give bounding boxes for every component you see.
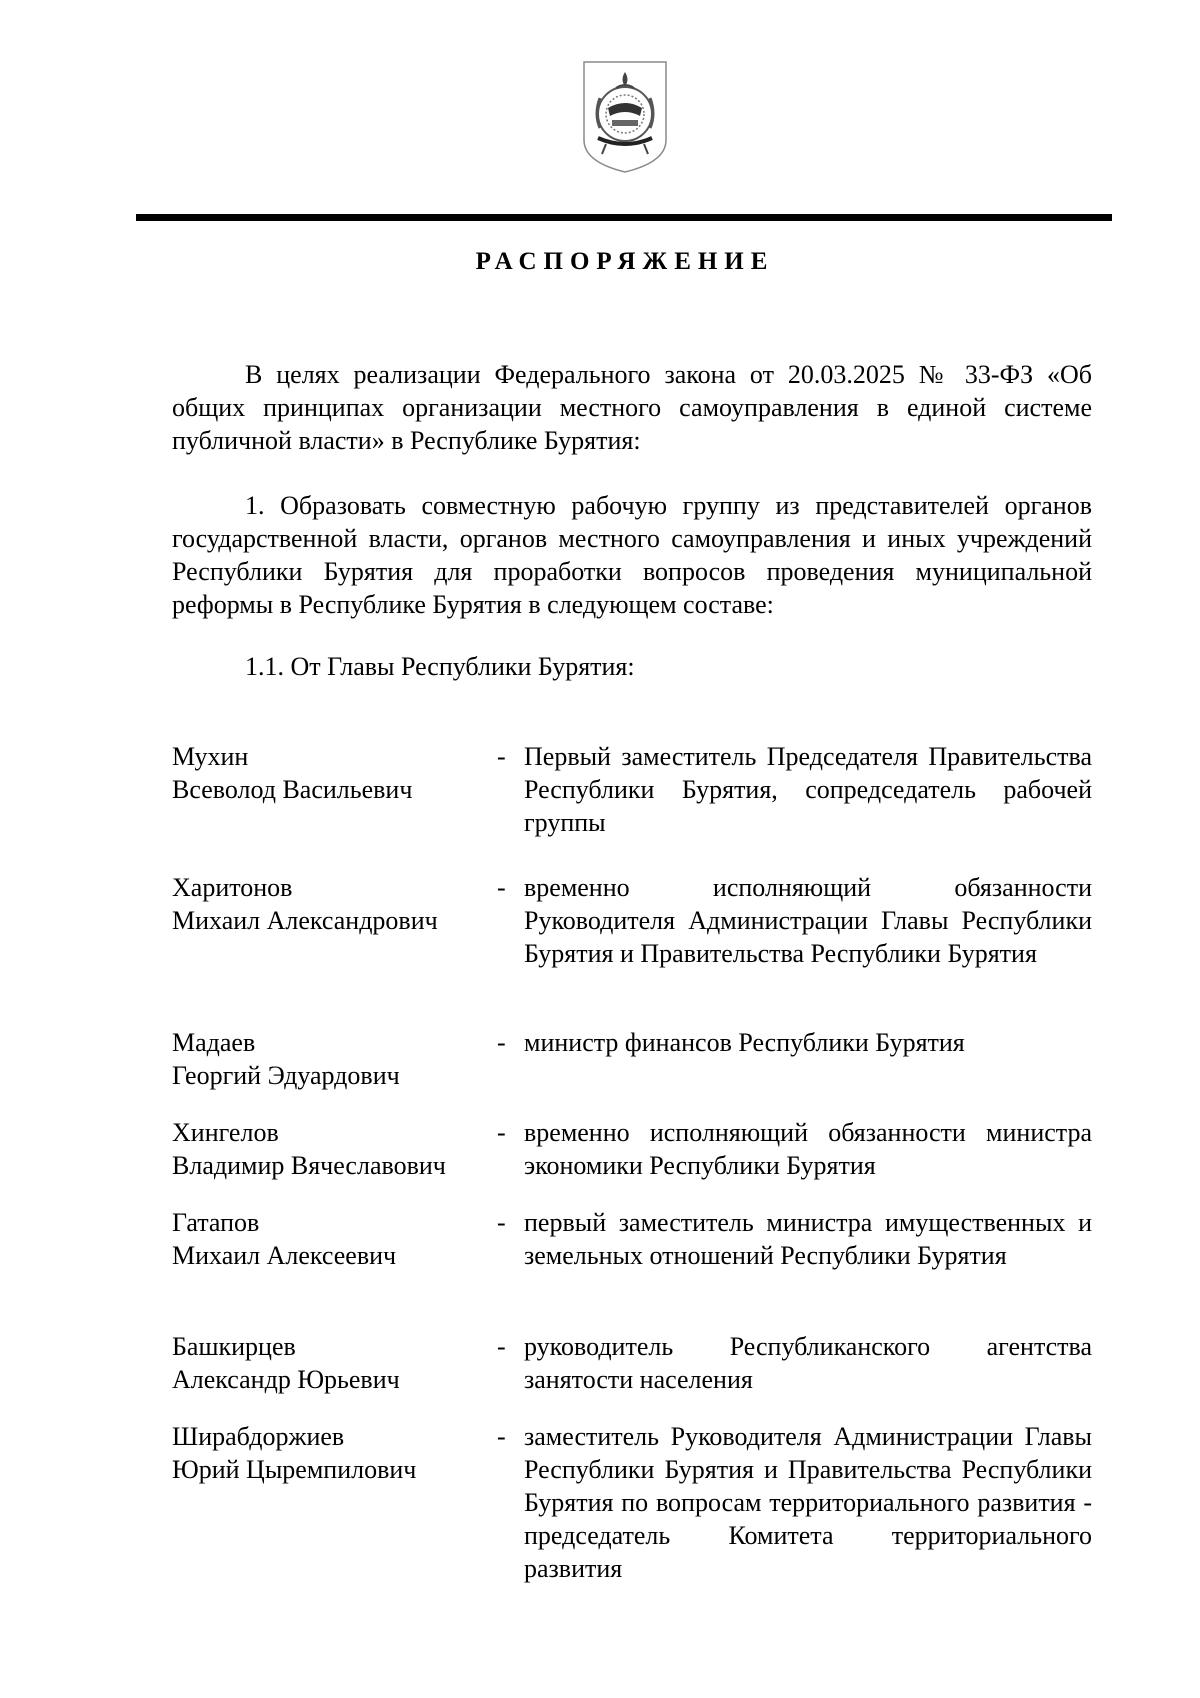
member-given-names: Георгий Эдуардович (172, 1061, 400, 1090)
member-name (172, 1330, 492, 1396)
member-surname: Хингелов (172, 1118, 279, 1147)
member-name (172, 1026, 492, 1092)
member-dash: - (497, 742, 506, 771)
member-name (172, 1206, 492, 1272)
member-name (172, 871, 492, 937)
member-given-names: Михаил Алексеевич (172, 1241, 397, 1270)
member-role: временно исполняющий обязанности Руководителя Администрации Главы Республики Бурятия и Правительства Республики Бурятия (524, 873, 1092, 968)
member-name (172, 740, 492, 806)
member-given-names: Александр Юрьевич (172, 1365, 400, 1394)
member-role: заместитель Руководителя Администрации Главы Республики Бурятия и Правительства Республики Бурятия по вопросам территориального развития - председатель Комитета территориального развития (524, 1422, 1092, 1583)
member-surname: Харитонов (172, 873, 293, 902)
member-surname: Башкирцев (172, 1332, 296, 1361)
member-given-names: Юрий Цыремпилович (172, 1455, 417, 1484)
member-role: временно исполняющий обязанности министра экономики Республики Бурятия (524, 1118, 1092, 1180)
coat-of-arms-icon (580, 58, 670, 176)
member-surname: Гатапов (172, 1208, 260, 1237)
intro-paragraph (172, 358, 1092, 457)
member-role: руководитель Республиканского агентства занятости населения (524, 1332, 1092, 1394)
member-surname: Ширабдоржиев (172, 1422, 345, 1451)
member-role: первый заместитель министра имущественных и земельных отношений Республики Бурятия (524, 1208, 1092, 1270)
member-given-names: Владимир Вячеславович (172, 1151, 446, 1180)
member-surname: Мухин (172, 742, 249, 771)
member-dash: - (497, 873, 506, 902)
member-dash: - (497, 1332, 506, 1361)
member-dash: - (497, 1208, 506, 1237)
member-dash: - (497, 1028, 506, 1057)
member-role: министр финансов Республики Бурятия (524, 1028, 965, 1057)
item-1-1-text: 1.1. От Главы Республики Бурятия: (245, 652, 635, 681)
member-role: Первый заместитель Председателя Правительства Республики Бурятия, сопредседатель рабочей группы (524, 742, 1092, 837)
item-1-text: 1. Образовать совместную рабочую группу из представителей органов государственной власти, органов местного самоуправления и иных учреждений Республики Бурятия для проработки вопросов проведения муниципальной реформы в Республике Бурятия в следующем составе: (172, 491, 1092, 619)
member-surname: Мадаев (172, 1028, 256, 1057)
member-given-names: Михаил Александрович (172, 906, 438, 935)
member-given-names: Всеволод Васильевич (172, 775, 413, 804)
member-dash: - (497, 1118, 506, 1147)
intro-text: В целях реализации Федерального закона от 20.03.2025 № 33-ФЗ «Об общих принципах организации местного самоуправления в единой системе публичной власти» в Республике Бурятия: (172, 360, 1092, 455)
document-title: РАСПОРЯЖЕНИЕ (475, 248, 775, 275)
member-name (172, 1420, 492, 1486)
item-1-1-paragraph (172, 650, 1092, 683)
header-rule (136, 214, 1112, 221)
member-dash: - (497, 1422, 506, 1451)
member-name (172, 1116, 492, 1182)
item-1-paragraph (172, 489, 1092, 621)
